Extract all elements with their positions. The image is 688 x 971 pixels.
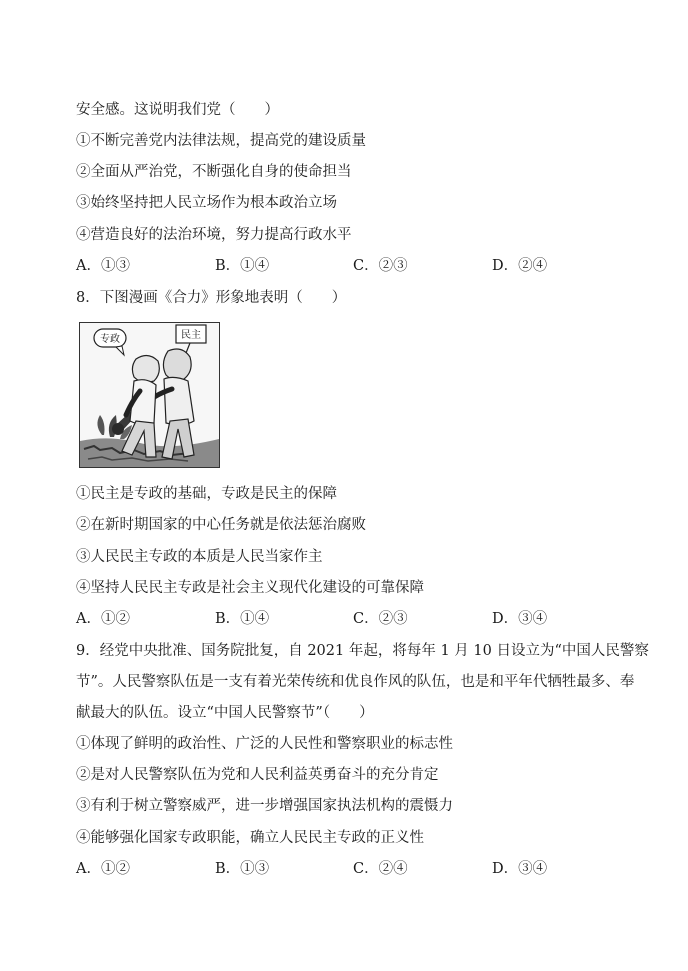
q8-choice-d[interactable]: D．③④ [492,611,548,627]
q7-choice-b[interactable]: B．①④ [215,258,270,274]
q7-choice-d[interactable]: D．②④ [492,258,548,274]
q9-option-2: ②是对人民警察队伍为党和人民利益英勇奋斗的充分肯定 [76,767,439,783]
q7-choice-c[interactable]: C．②③ [353,258,408,274]
q7-option-3: ③始终坚持把人民立场作为根本政治立场 [76,195,337,211]
q8-choice-b[interactable]: B．①④ [215,611,270,627]
q8-choices [76,609,636,629]
q8-option-2: ②在新时期国家的中心任务就是依法惩治腐败 [76,517,366,533]
cartoon-heli [79,322,220,468]
q9-option-3: ③有利于树立警察威严，进一步增强国家执法机构的震慑力 [76,798,453,814]
cartoon-label-left: 专政 [100,334,120,345]
q7-option-1: ①不断完善党内法律法规，提高党的建设质量 [76,133,366,149]
q9-choice-c[interactable]: C．②④ [353,861,408,877]
cartoon-label-right: 民主 [181,330,201,341]
q9-option-4: ④能够强化国家专政职能，确立人民民主专政的正义性 [76,830,424,846]
q7-option-4: ④营造良好的法治环境，努力提高行政水平 [76,227,352,243]
q9-choices [76,859,636,879]
q7-choices [76,256,636,276]
q9-option-1: ①体现了鲜明的政治性、广泛的人民性和警察职业的标志性 [76,736,453,752]
cartoon-illustration [80,323,219,467]
q9-stem-line-2: 节”。人民警察队伍是一支有着光荣传统和优良作风的队伍，也是和平年代牺牲最多、奉 [76,674,635,690]
q9-choice-a[interactable]: A．①② [76,861,130,877]
q7-choice-a[interactable]: A．①③ [76,258,130,274]
q7-stem: 安全感。这说明我们党（ ） [76,102,279,118]
q8-choice-c[interactable]: C．②③ [353,611,408,627]
q8-choice-a[interactable]: A．①② [76,611,130,627]
q8-option-3: ③人民民主专政的本质是人民当家作主 [76,549,323,565]
q7-option-2: ②全面从严治党，不断强化自身的使命担当 [76,164,352,180]
q8-stem: 8．下图漫画《合力》形象地表明（ ） [76,290,347,306]
q9-stem-line-3: 献最大的队伍。设立“中国人民警察节”（ ） [76,705,374,721]
q9-choice-d[interactable]: D．③④ [492,861,548,877]
q9-stem-line-1: 9．经党中央批准、国务院批复，自 2021 年起，将每年 1 月 10 日设立为“中国人民警察 [76,643,649,659]
q8-option-4: ④坚持人民民主专政是社会主义现代化建设的可靠保障 [76,580,424,596]
q8-option-1: ①民主是专政的基础，专政是民主的保障 [76,486,337,502]
q9-choice-b[interactable]: B．①③ [215,861,270,877]
